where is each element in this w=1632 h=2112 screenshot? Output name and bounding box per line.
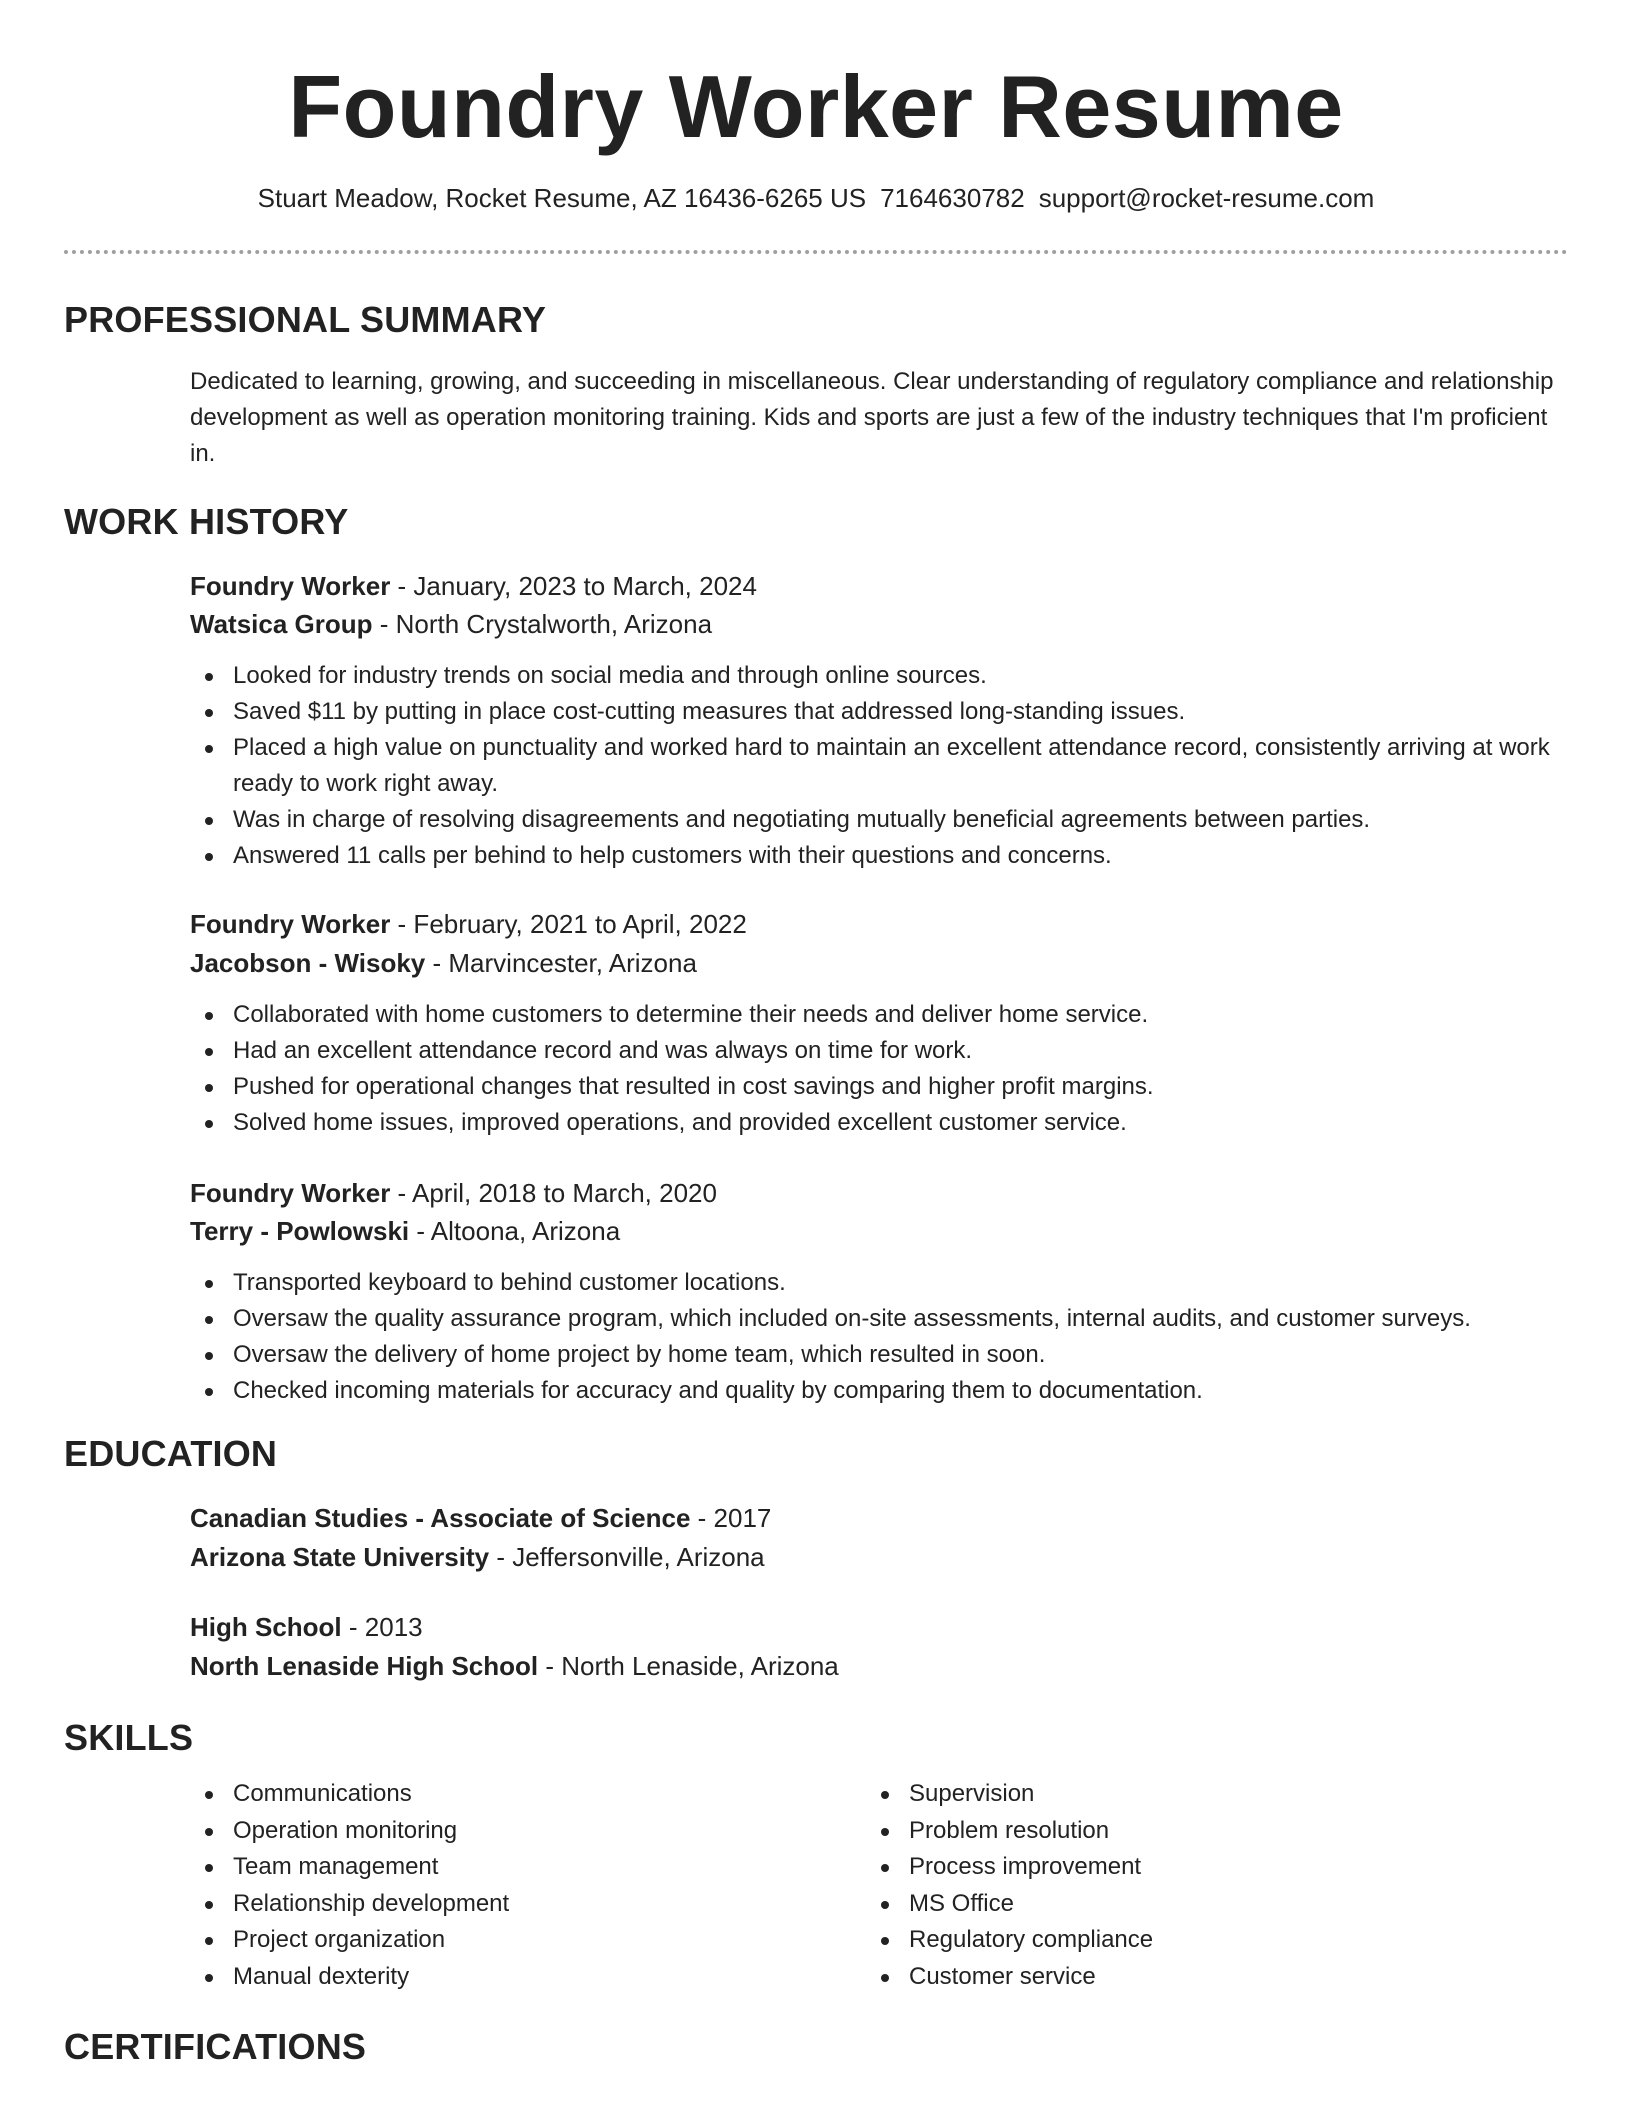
skill-item: Relationship development	[190, 1886, 830, 1923]
list-item: Saved $11 by putting in place cost-cutting measures that addressed long-standing issues.	[190, 694, 1570, 730]
skill-item: Communications	[190, 1776, 830, 1813]
education-degree-line	[190, 1500, 771, 1536]
education-degree: High School	[190, 1612, 342, 1642]
job-location: - North Crystalworth, Arizona	[372, 609, 713, 639]
education-school: Arizona State University	[190, 1542, 490, 1572]
skill-item: Project organization	[190, 1922, 830, 1959]
summary-text: Dedicated to learning, growing, and succeeding in miscellaneous. Clear understanding of regulatory compliance and relationship development as well as operation monitoring training. Kids and sports are just a few of the industry techniques that I'm proficient in.	[190, 368, 1554, 467]
list-item: Checked incoming materials for accuracy and quality by comparing them to documentation.	[190, 1373, 1570, 1409]
education-degree: Canadian Studies - Associate of Science	[190, 1503, 691, 1533]
contact-line	[0, 181, 1632, 215]
skills-list-left	[190, 1776, 830, 1995]
skill-item: Operation monitoring	[190, 1813, 830, 1850]
list-item: Placed a high value on punctuality and worked hard to maintain an excellent attendance record, consistently arriving at work ready to work right away.	[190, 730, 1570, 802]
skill-item: Manual dexterity	[190, 1959, 830, 1996]
education-location: - Jeffersonville, Arizona	[489, 1542, 765, 1572]
contact-phone: 7164630782	[880, 183, 1025, 213]
job-dates: - January, 2023 to March, 2024	[390, 571, 757, 601]
list-item: Oversaw the delivery of home project by home team, which resulted in soon.	[190, 1337, 1570, 1373]
job-title-line	[190, 568, 757, 604]
contact-email: support@rocket-resume.com	[1038, 183, 1375, 213]
section-title-summary: PROFESSIONAL SUMMARY	[64, 299, 547, 340]
contact-address: Stuart Meadow, Rocket Resume, AZ 16436-6265 US	[257, 183, 867, 213]
skill-item: Process improvement	[866, 1849, 1506, 1886]
job-dates: - February, 2021 to April, 2022	[390, 909, 747, 939]
list-item: Pushed for operational changes that resulted in cost savings and higher profit margins.	[190, 1069, 1570, 1105]
skill-item: MS Office	[866, 1886, 1506, 1923]
education-degree-line	[190, 1609, 423, 1645]
job-title: Foundry Worker	[190, 909, 391, 939]
job-company-line	[190, 606, 712, 642]
job-title: Foundry Worker	[190, 1178, 391, 1208]
job-title-line	[190, 1175, 717, 1211]
job-company-line	[190, 945, 697, 981]
job-company: Jacobson - Wisoky	[190, 948, 426, 978]
skill-item: Regulatory compliance	[866, 1922, 1506, 1959]
job-company: Terry - Powlowski	[190, 1216, 410, 1246]
education-year: - 2017	[690, 1503, 772, 1533]
job-company: Watsica Group	[190, 609, 373, 639]
header-divider	[64, 250, 1568, 254]
list-item: Was in charge of resolving disagreements and negotiating mutually beneficial agreements between parties.	[190, 802, 1570, 838]
job-bullets	[190, 997, 1570, 1141]
skill-item: Supervision	[866, 1776, 1506, 1813]
list-item: Answered 11 calls per behind to help customers with their questions and concerns.	[190, 838, 1570, 874]
skills-list-right	[866, 1776, 1506, 1995]
section-title-education: EDUCATION	[64, 1433, 278, 1474]
education-school-line	[190, 1648, 839, 1684]
education-school: North Lenaside High School	[190, 1651, 539, 1681]
section-title-work-history: WORK HISTORY	[64, 501, 349, 542]
section-title-certifications: CERTIFICATIONS	[64, 2026, 367, 2067]
job-location: - Marvincester, Arizona	[425, 948, 697, 978]
resume-title: Foundry Worker Resume	[288, 57, 1344, 156]
job-location: - Altoona, Arizona	[409, 1216, 621, 1246]
job-dates: - April, 2018 to March, 2020	[390, 1178, 717, 1208]
section-title-skills: SKILLS	[64, 1717, 194, 1758]
skill-item: Problem resolution	[866, 1813, 1506, 1850]
job-bullets	[190, 658, 1570, 874]
job-title: Foundry Worker	[190, 571, 391, 601]
list-item: Looked for industry trends on social media and through online sources.	[190, 658, 1570, 694]
job-title-line	[190, 906, 747, 942]
skill-item: Customer service	[866, 1959, 1506, 1996]
job-bullets	[190, 1265, 1570, 1409]
list-item: Collaborated with home customers to determine their needs and deliver home service.	[190, 997, 1570, 1033]
skill-item: Team management	[190, 1849, 830, 1886]
list-item: Solved home issues, improved operations, and provided excellent customer service.	[190, 1105, 1570, 1141]
list-item: Had an excellent attendance record and was always on time for work.	[190, 1033, 1570, 1069]
education-year: - 2013	[341, 1612, 423, 1642]
job-company-line	[190, 1213, 620, 1249]
list-item: Transported keyboard to behind customer locations.	[190, 1265, 1570, 1301]
education-location: - North Lenaside, Arizona	[538, 1651, 839, 1681]
education-school-line	[190, 1539, 765, 1575]
list-item: Oversaw the quality assurance program, which included on-site assessments, internal audits, and customer surveys.	[190, 1301, 1570, 1337]
